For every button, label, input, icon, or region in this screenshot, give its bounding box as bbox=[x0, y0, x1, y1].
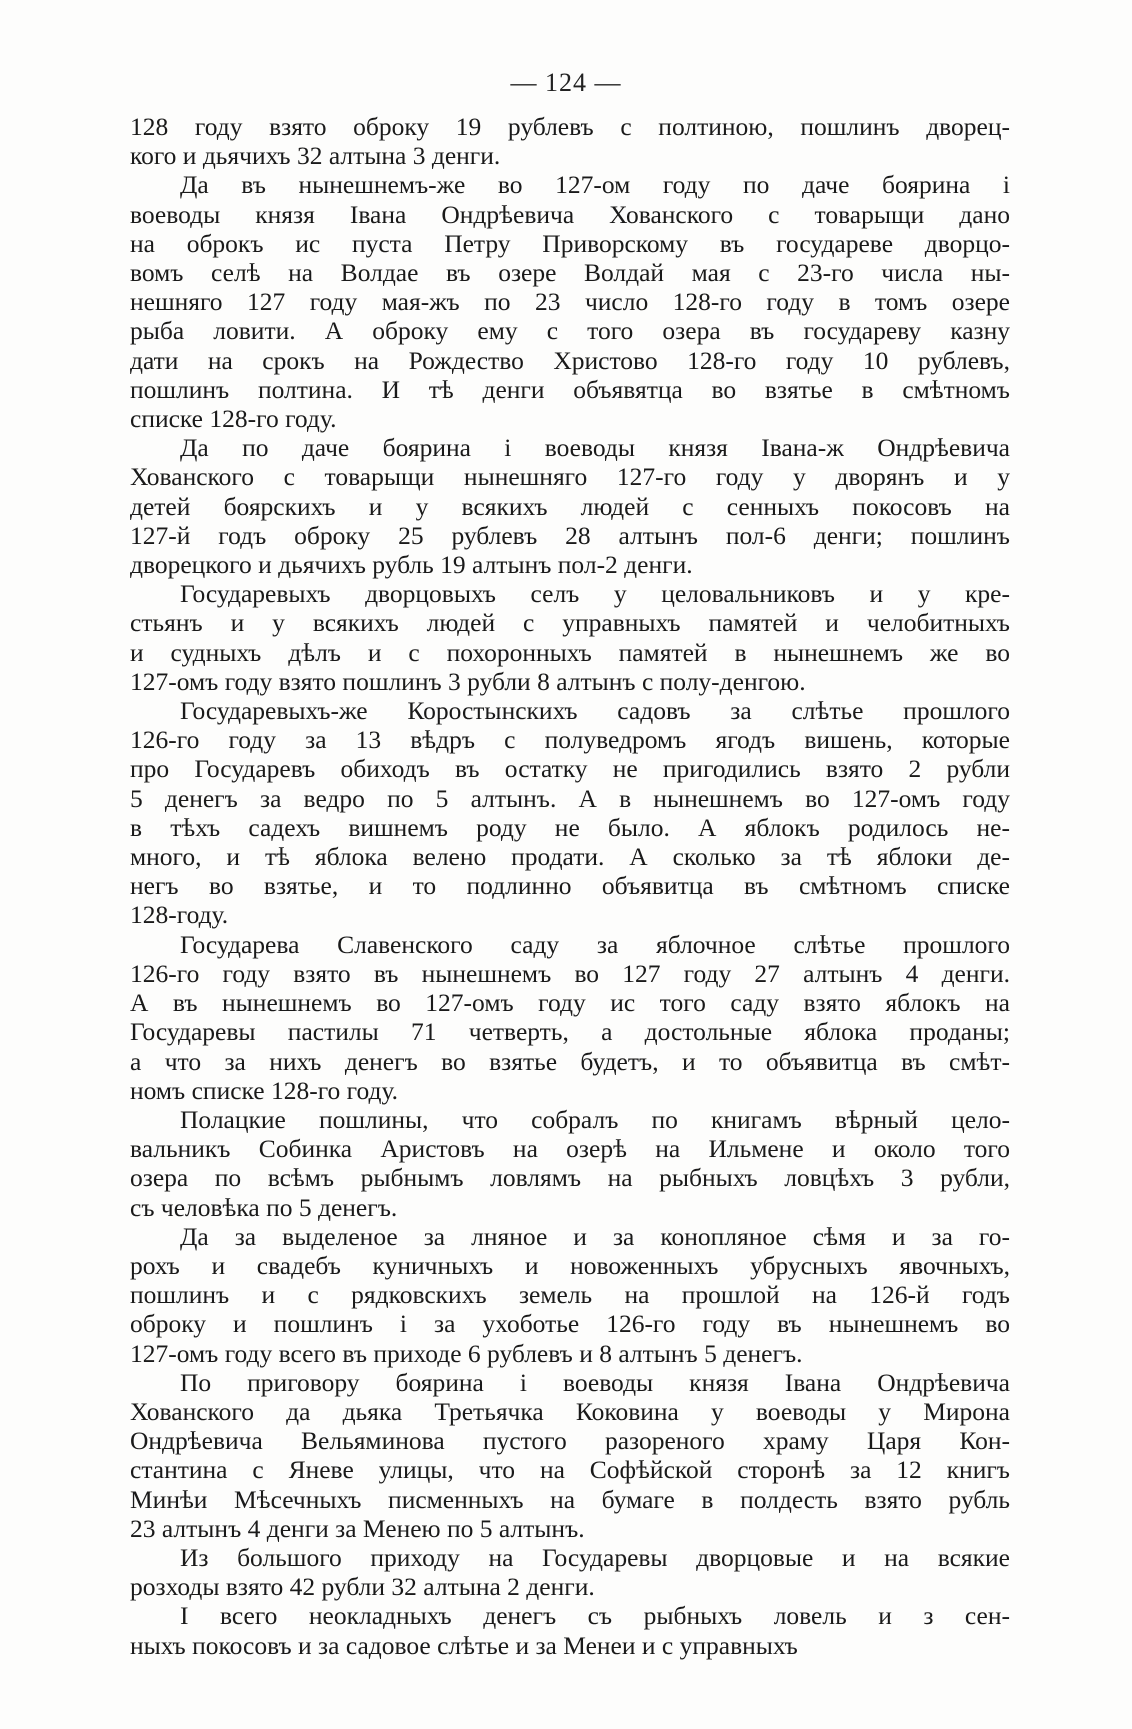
text-line: Хованского да дьяка Третьячка Коковина у воеводы у Мирона bbox=[130, 1396, 1010, 1426]
paragraph bbox=[130, 1543, 1010, 1601]
text-line: пошлинъ и с рядковскихъ земель на прошлой на 126-й годъ bbox=[130, 1280, 1010, 1310]
text-line: 127-й годъ оброку 25 рублевъ 28 алтынъ пол-6 денги; пошлинъ bbox=[130, 520, 1010, 550]
paragraph bbox=[130, 930, 1010, 1105]
text-line: Государева Славенского саду за яблочное слѣтье прошлого bbox=[180, 929, 1010, 959]
text-line: Государевыхъ-же Коростынскихъ садовъ за слѣтье прошлого bbox=[180, 696, 1010, 726]
text-line: про Государевъ обиходъ въ остатку не пригодились взято 2 рубли bbox=[130, 754, 1010, 784]
text-line: 128-году. bbox=[130, 900, 229, 930]
text-line: Из большого приходу на Государевы дворцовые и на всякие bbox=[180, 1542, 1010, 1572]
text-line: негъ во взятье, и то подлинно объявитца въ смѣтномъ списке bbox=[130, 871, 1010, 901]
text-line: рохъ и свадебъ куничныхъ и новоженныхъ убрусныхъ явочныхъ, bbox=[130, 1250, 1010, 1280]
text-line: списке 128-го году. bbox=[130, 404, 337, 434]
paragraph bbox=[130, 170, 1010, 433]
text-line: озера по всѣмъ рыбнымъ ловлямъ на рыбныхъ ловцѣхъ 3 рубли, bbox=[130, 1163, 1010, 1193]
text-line: дати на срокъ на Рождество Христово 128-го году 10 рублевъ, bbox=[130, 345, 1010, 375]
paragraph bbox=[130, 112, 1010, 170]
text-line: нешняго 127 году мая-жъ по 23 число 128-го году в томъ озере bbox=[130, 287, 1010, 317]
text-line: стьянъ и у всякихъ людей с управныхъ памятей и челобитныхъ bbox=[130, 608, 1010, 638]
text-line: Да по даче боярина і воеводы князя Івана-ж Ондрѣевича bbox=[180, 433, 1010, 463]
text-line: Хованского с товарыщи нынешняго 127-го году у дворянъ и у bbox=[130, 462, 1010, 492]
text-line: По приговору боярина і воеводы князя Івана Ондрѣевича bbox=[180, 1367, 1010, 1397]
paragraph bbox=[130, 1601, 1010, 1659]
text-line: 23 алтынъ 4 денги за Менею по 5 алтынъ. bbox=[130, 1513, 585, 1543]
text-line: 126-го году взято въ нынешнемъ во 127 году 27 алтынъ 4 денги. bbox=[130, 958, 1010, 988]
text-line: рыба ловити. А оброку ему с того озера въ государеву казну bbox=[130, 316, 1010, 346]
text-line: воеводы князя Івана Ондрѣевича Хованского с товарыщи дано bbox=[130, 199, 1010, 229]
text-line: детей боярскихъ и у всякихъ людей с сенныхъ покосовъ на bbox=[130, 491, 1010, 521]
text-line: кого и дьячихъ 32 алтына 3 денги. bbox=[130, 141, 501, 171]
text-line: а что за нихъ денегъ во взятье будетъ, и то объявитца въ смѣт- bbox=[130, 1046, 1010, 1076]
paragraph bbox=[130, 1105, 1010, 1222]
paragraph bbox=[130, 579, 1010, 696]
paragraph bbox=[130, 1368, 1010, 1543]
paragraph bbox=[130, 433, 1010, 579]
text-line: 127-омъ году всего въ приходе 6 рублевъ и 8 алтынъ 5 денегъ. bbox=[130, 1338, 803, 1368]
page-number: — 124 — bbox=[510, 68, 622, 97]
text-line: Государевыхъ дворцовыхъ селъ у целовальниковъ и у кре- bbox=[180, 579, 1010, 609]
text-line: съ человѣка по 5 денегъ. bbox=[130, 1192, 398, 1222]
text-line: вальникъ Собинка Аристовъ на озерѣ на Ильмене и около того bbox=[130, 1134, 1010, 1164]
text-line: Ондрѣевича Вельяминова пустого разореного храму Царя Кон- bbox=[130, 1426, 1010, 1456]
text-line: номъ списке 128-го году. bbox=[130, 1075, 399, 1105]
text-line: 126-го году за 13 вѣдръ с полуведромъ ягодъ вишень, которые bbox=[130, 725, 1010, 755]
text-line: много, и тѣ яблока велено продати. А сколько за тѣ яблоки де- bbox=[130, 842, 1010, 872]
paragraph bbox=[130, 1222, 1010, 1368]
text-line: на оброкъ ис пуста Петру Приворскому въ государеве дворцо- bbox=[130, 228, 1010, 258]
text-line: 127-омъ году взято пошлинъ 3 рубли 8 алтынъ с полу-денгою. bbox=[130, 666, 806, 696]
text-line: пошлинъ полтина. И тѣ денги объявятца во взятье в смѣтномъ bbox=[130, 374, 1010, 404]
text-line: и судныхъ дѣлъ и с похоронныхъ памятей в нынешнемъ же во bbox=[130, 637, 1010, 667]
text-line: Да въ нынешнемъ-же во 127-ом году по даче боярина і bbox=[180, 170, 1010, 200]
paragraph bbox=[130, 696, 1010, 930]
text-line: розходы взято 42 рубли 32 алтына 2 денги. bbox=[130, 1572, 595, 1602]
body-text bbox=[130, 112, 1010, 1660]
text-line: ныхъ покосовъ и за садовое слѣтье и за Менеи и с управныхъ bbox=[130, 1630, 798, 1660]
text-line: Да за выделеное за лняное и за конопляное сѣмя и за го- bbox=[180, 1221, 1010, 1251]
text-line: стантина с Яневе улицы, что на Софѣйской сторонѣ за 12 книгъ bbox=[130, 1455, 1010, 1485]
text-line: Полацкие пошлины, что собралъ по книгамъ вѣрный цело- bbox=[180, 1104, 1010, 1134]
text-line: Государевы пастилы 71 четверть, а достольные яблока проданы; bbox=[130, 1017, 1010, 1047]
text-line: 5 денегъ за ведро по 5 алтынъ. А в нынешнемъ во 127-омъ году bbox=[130, 783, 1010, 813]
text-line: дворецкого и дьячихъ рубль 19 алтынъ пол-2 денги. bbox=[130, 550, 693, 580]
text-line: І всего неокладныхъ денегъ съ рыбныхъ ловель и з сен- bbox=[180, 1601, 1010, 1631]
text-line: оброку и пошлинъ і за ухоботье 126-го году въ нынешнемъ во bbox=[130, 1309, 1010, 1339]
text-line: вомъ селѣ на Волдае въ озере Волдай мая с 23-го числа ны- bbox=[130, 258, 1010, 288]
text-line: Минѣи Мѣсечныхъ писменныхъ на бумаге в полдесть взято рубль bbox=[130, 1484, 1010, 1514]
text-line: А въ нынешнемъ во 127-омъ году ис того саду взято яблокъ на bbox=[130, 988, 1010, 1018]
text-line: в тѣхъ садехъ вишнемъ роду не было. А яблокъ родилось не- bbox=[130, 812, 1010, 842]
text-line: 128 году взято оброку 19 рублевъ с полтиною, пошлинъ дворец- bbox=[130, 112, 1010, 141]
